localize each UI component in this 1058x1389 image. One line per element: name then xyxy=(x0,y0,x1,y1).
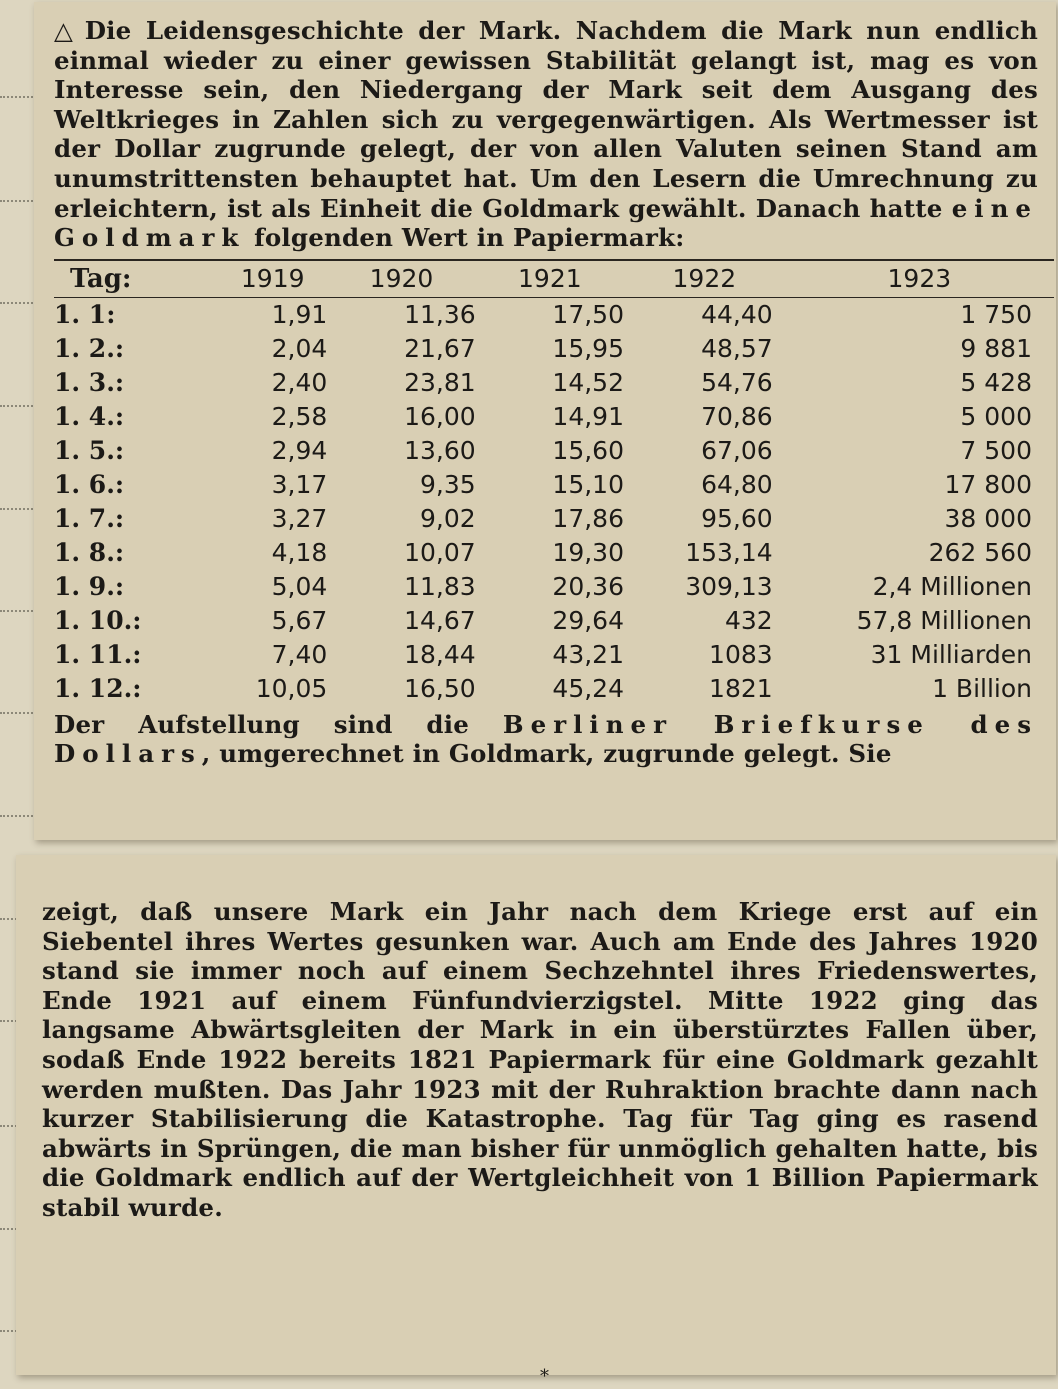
table-row xyxy=(54,604,1054,638)
intro-text: Nachdem die Mark nun endlich einmal wieder zu einer gewissen Stabilität gelangt ist, mag es von Interesse sein, den Niedergang der Mark seit dem Ausgang des Weltkrieges in Zahlen sich zu vergegenwärtigen. Als Wertmesser ist der Dollar zugrunde gelegt, der von allen Valuten seinen Stand am unumstrittensten behauptet hat. Um den Lesern die Umrechnung zu erleichtern, ist als Einheit die Goldmark gewählt. Danach hatte xyxy=(54,16,1038,223)
cell-1922: 70,86 xyxy=(701,402,773,432)
header-1920: 1920 xyxy=(327,260,475,298)
cell-day: 1. 4.: xyxy=(54,402,125,432)
cell-1921: 19,30 xyxy=(552,538,624,568)
cell-1921: 17,86 xyxy=(552,504,624,534)
cell-1919: 4,18 xyxy=(271,538,328,568)
cell-1919: 3,17 xyxy=(271,470,328,500)
cell-day: 1. 10.: xyxy=(54,606,142,636)
cell-1923: 1 750 xyxy=(960,300,1032,330)
intro-spaced-text: eine Goldmark xyxy=(54,193,1038,253)
table-header-row xyxy=(54,260,1054,298)
cell-day: 1. 2.: xyxy=(54,334,125,364)
table-row xyxy=(54,468,1054,502)
table-row xyxy=(54,400,1054,434)
cell-day: 1. 3.: xyxy=(54,368,125,398)
cell-1920: 11,36 xyxy=(404,300,476,330)
table-row xyxy=(54,672,1054,706)
cell-1920: 10,07 xyxy=(404,538,476,568)
cell-1921: 29,64 xyxy=(552,606,624,636)
cell-1923: 2,4 Millionen xyxy=(872,572,1032,602)
cell-1923: 38 000 xyxy=(944,504,1032,534)
triangle-icon: △ xyxy=(54,16,79,45)
continuation-paragraph: zeigt, daß unsere Mark ein Jahr nach dem Kriege erst auf ein Siebentel ihres Wertes gesunken war. Auch am Ende des Jahres 1920 stand sie immer noch auf einem Sechzehntel ihres Friedenswertes, Ende 1921 auf einem Fünfundvierzigstel. Mitte 1922 ging das langsame Abwärtsgleiten der Mark in ein überstürztes Fallen über, sodaß Ende 1922 bereits 1821 Papiermark für eine Goldmark gezahlt werden mußten. Das Jahr 1923 mit der Ruhraktion brachte dann nach kurzer Stabilisierung die Katastrophe. Tag für Tag ging es rasend abwärts in Sprüngen, die man bisher für unmöglich gehalten hatte, bis die Goldmark endlich auf der Wertgleichheit von 1 Billion Papiermark stabil wurde. xyxy=(42,897,1038,1222)
cell-1920: 16,50 xyxy=(404,674,476,704)
table-row xyxy=(54,297,1054,332)
header-1923: 1923 xyxy=(785,260,1054,298)
cell-1919: 1,91 xyxy=(271,300,328,330)
cell-1921: 17,50 xyxy=(552,300,624,330)
cell-1919: 7,40 xyxy=(271,640,328,670)
cell-1921: 15,10 xyxy=(552,470,624,500)
header-1922: 1922 xyxy=(624,260,785,298)
cell-1920: 21,67 xyxy=(404,334,476,364)
cell-1920: 9,35 xyxy=(419,470,476,500)
cell-1923: 9 881 xyxy=(960,334,1032,364)
star-ornament-icon: * xyxy=(540,1366,549,1387)
cell-1923: 5 428 xyxy=(960,368,1032,398)
newspaper-clipping-top xyxy=(34,2,1056,840)
header-tag: Tag: xyxy=(54,260,218,298)
cell-day: 1. 7.: xyxy=(54,504,125,534)
cell-1923: 7 500 xyxy=(960,436,1032,466)
cell-1922: 95,60 xyxy=(701,504,773,534)
cell-1920: 9,02 xyxy=(419,504,476,534)
article-title: Die Leidensgeschichte der Mark. xyxy=(84,16,562,45)
cell-1923: 57,8 Millionen xyxy=(856,606,1032,636)
cell-day: 1. 9.: xyxy=(54,572,125,602)
table-row xyxy=(54,638,1054,672)
cell-1919: 3,27 xyxy=(271,504,328,534)
cell-1922: 54,76 xyxy=(701,368,773,398)
cell-1919: 5,04 xyxy=(271,572,328,602)
cell-1920: 11,83 xyxy=(404,572,476,602)
cell-1919: 5,67 xyxy=(271,606,328,636)
cell-1920: 23,81 xyxy=(404,368,476,398)
cell-1921: 20,36 xyxy=(552,572,624,602)
cell-1919: 2,94 xyxy=(271,436,328,466)
cell-1919: 10,05 xyxy=(255,674,328,704)
cell-1923: 5 000 xyxy=(960,402,1032,432)
intro-end-text: folgenden Wert in Papiermark: xyxy=(254,223,685,253)
cell-1922: 44,40 xyxy=(701,300,773,330)
cell-1922: 48,57 xyxy=(701,334,773,364)
cell-1922: 153,14 xyxy=(685,538,773,568)
cell-1919: 2,40 xyxy=(271,368,328,398)
cell-1921: 15,95 xyxy=(552,334,624,364)
cell-1922: 67,06 xyxy=(701,436,773,466)
cell-1919: 2,04 xyxy=(271,334,328,364)
cell-1922: 1083 xyxy=(709,640,773,670)
exchange-rate-table xyxy=(54,259,1054,706)
cell-1921: 14,52 xyxy=(552,368,624,398)
table-row xyxy=(54,536,1054,570)
cell-1922: 432 xyxy=(724,606,773,636)
cell-1922: 1821 xyxy=(709,674,773,704)
cell-1922: 64,80 xyxy=(701,470,773,500)
table-row xyxy=(54,502,1054,536)
cell-1923: 17 800 xyxy=(944,470,1032,500)
cell-1921: 43,21 xyxy=(552,640,624,670)
cell-1921: 14,91 xyxy=(552,402,624,432)
cell-day: 1. 5.: xyxy=(54,436,125,466)
cell-day: 1. 11.: xyxy=(54,640,142,670)
cell-1923: 262 560 xyxy=(928,538,1032,568)
cell-1923: 1 Billion xyxy=(932,674,1032,704)
cell-1920: 18,44 xyxy=(404,640,476,670)
table-row xyxy=(54,570,1054,604)
footer-spaced-text: Berliner Briefkurse des Dollars xyxy=(54,709,1038,769)
footer-post-text: , umgerechnet in Goldmark, zugrunde gelegt. Sie xyxy=(201,739,892,769)
cell-day: 1. 8.: xyxy=(54,538,125,568)
cell-1923: 31 Milliarden xyxy=(870,640,1032,670)
cell-1922: 309,13 xyxy=(685,572,773,602)
cell-1919: 2,58 xyxy=(271,402,328,432)
cell-day: 1. 1: xyxy=(54,300,116,330)
header-1921: 1921 xyxy=(476,260,624,298)
cell-1921: 45,24 xyxy=(552,674,624,704)
cell-day: 1. 6.: xyxy=(54,470,125,500)
footer-pre-text: Der Aufstellung sind die xyxy=(54,709,470,739)
cell-1921: 15,60 xyxy=(552,436,624,466)
newspaper-clipping-bottom xyxy=(16,855,1056,1375)
table-row xyxy=(54,366,1054,400)
cell-1920: 14,67 xyxy=(404,606,476,636)
cell-day: 1. 12.: xyxy=(54,674,142,704)
intro-paragraph xyxy=(54,16,1038,253)
cell-1920: 13,60 xyxy=(404,436,476,466)
cell-1920: 16,00 xyxy=(404,402,476,432)
table-row xyxy=(54,434,1054,468)
table-row xyxy=(54,332,1054,366)
footer-paragraph xyxy=(54,710,1038,769)
header-1919: 1919 xyxy=(218,260,327,298)
